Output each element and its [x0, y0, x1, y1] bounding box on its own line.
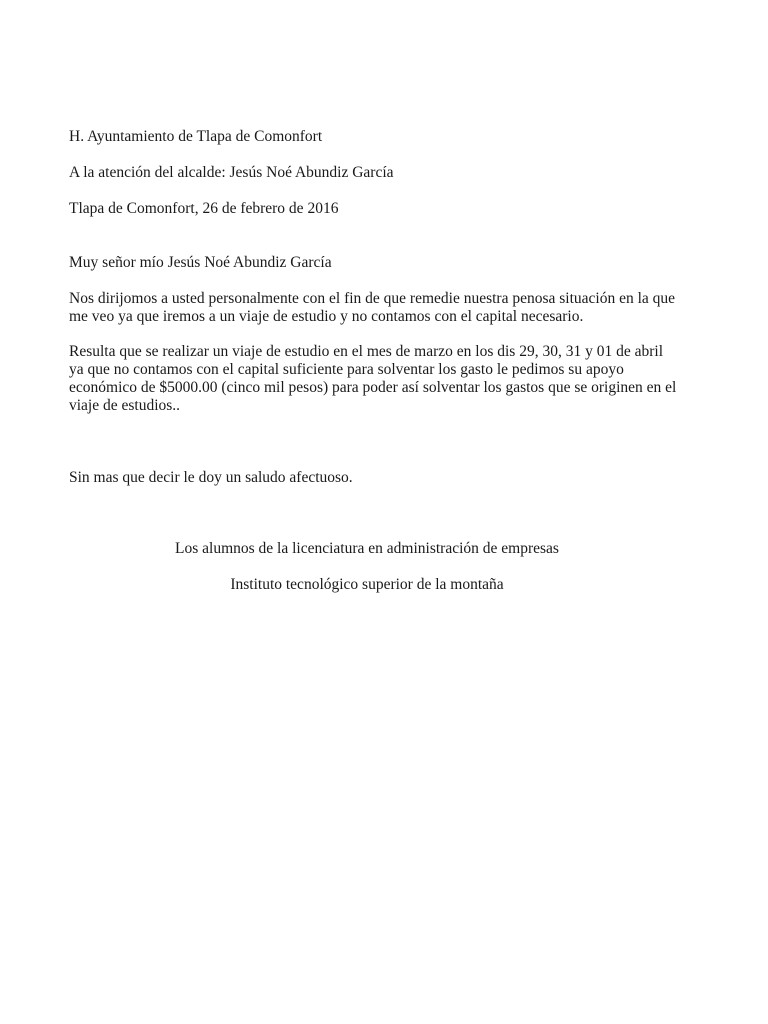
salutation-line: Muy señor mío Jesús Noé Abundiz García	[69, 254, 332, 271]
attention-line: A la atención del alcalde: Jesús Noé Abundiz García	[69, 164, 394, 181]
body-paragraph-1	[69, 290, 676, 326]
paragraph-line: ya que no contamos con el capital suficiente para solventar los gasto le pedimos su apoyo	[69, 361, 624, 378]
closing-line: Sin mas que decir le doy un saludo afectuoso.	[69, 469, 353, 486]
paragraph-line: económico de $5000.00 (cinco mil pesos) para poder así solventar los gastos que se originen en el	[69, 379, 677, 396]
place-date-line: Tlapa de Comonfort, 26 de febrero de 2016	[69, 200, 339, 217]
paragraph-line: Nos dirijomos a usted personalmente con el fin de que remedie nuestra penosa situación en la que	[69, 290, 676, 307]
signature-line-1: Los alumnos de la licenciatura en administración de empresas	[175, 540, 559, 557]
paragraph-line: viaje de estudios..	[69, 397, 181, 414]
paragraph-line: me veo ya que iremos a un viaje de estudio y no contamos con el capital necesario.	[69, 308, 584, 325]
signature-line-2: Instituto tecnológico superior de la montaña	[230, 576, 504, 593]
body-paragraph-2	[69, 343, 677, 415]
recipient-line: H. Ayuntamiento de Tlapa de Comonfort	[69, 128, 323, 145]
paragraph-line: Resulta que se realizar un viaje de estudio en el mes de marzo en los dis 29, 30, 31 y 01 de abril	[69, 343, 663, 360]
